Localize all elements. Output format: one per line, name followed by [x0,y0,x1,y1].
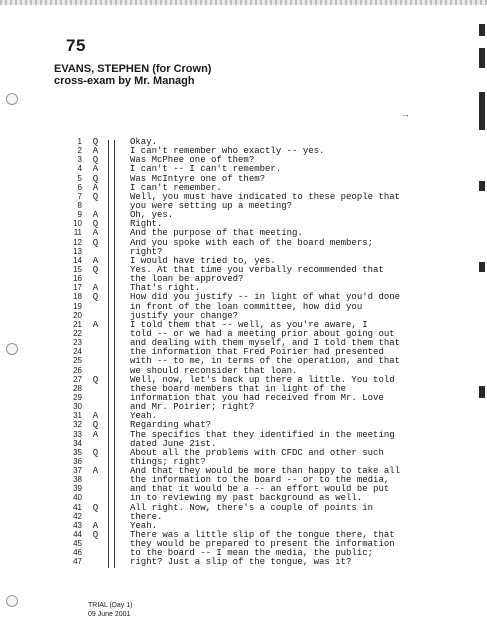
transcript-line [64,256,439,265]
speaker-marker: A [92,283,99,294]
transcript-line [64,375,439,384]
trial-day-label: TRIAL (Day 1) [88,602,133,609]
line-text: About all the problems with CFDC and other such [130,447,384,458]
line-number: 41 [73,502,82,512]
line-number: 47 [73,557,82,567]
line-number: 5 [77,173,82,183]
transcript-line [64,265,439,274]
line-text: the loan be approved? [130,274,244,285]
line-number: 42 [73,511,82,521]
line-number: 45 [73,539,82,549]
line-text: Well, you must have indicated to these people that [130,191,401,202]
line-number: 40 [73,493,82,503]
speaker-marker: Q [92,219,99,230]
line-text: I told them that -- well, as you're aware, I [130,319,368,330]
line-text: you were setting up a meeting? [130,200,293,211]
line-text: I would have tried to, yes. [130,255,276,266]
transcript-line [64,338,439,347]
speaker-marker: Q [92,420,99,431]
speaker-marker: A [92,182,99,193]
transcript-line [64,366,439,375]
punch-hole-top [6,93,18,105]
line-text: the information to the board -- or to the media, [130,475,390,486]
speaker-marker: A [92,466,99,477]
speaker-marker: A [92,411,99,422]
line-number: 34 [73,438,82,448]
speaker-marker: Q [92,191,99,202]
speaker-marker: Q [92,173,99,184]
transcript-line [64,210,439,219]
line-number: 25 [73,356,82,366]
transcript-line [64,201,439,210]
line-text: And the purpose of that meeting. [130,228,303,239]
line-number: 17 [73,283,82,293]
line-text: we should reconsider that loan. [130,365,298,376]
line-number: 14 [73,255,82,265]
transcript-line [64,137,439,146]
line-number: 31 [73,411,82,421]
line-text: Oh, yes. [130,210,174,221]
line-text: I can't remember who exactly -- yes. [130,146,325,157]
line-number: 10 [73,219,82,229]
speaker-marker: A [92,520,99,531]
transcript-line [64,420,439,429]
transcript-body [64,137,439,568]
transcript-line [64,283,439,292]
line-number: 23 [73,338,82,348]
transcript-line [64,448,439,457]
line-number: 46 [73,548,82,558]
punch-hole-bottom [6,595,18,607]
speaker-marker: A [92,429,99,440]
transcript-line [64,311,439,320]
speaker-marker: A [92,255,99,266]
edge-tab-mark [479,386,485,398]
edge-tab-mark [479,262,485,272]
line-number: 15 [73,264,82,274]
transcript-line [64,557,439,566]
transcript-line [64,393,439,402]
witness-heading: EVANS, STEPHEN (for Crown) [54,63,212,75]
line-number: 33 [73,429,82,439]
line-text: in to reviewing my past background as well. [130,493,363,504]
page-number: 75 [66,36,86,55]
line-number: 6 [77,182,82,192]
line-number: 13 [73,246,82,256]
line-number: 11 [73,228,82,238]
line-text: with -- to me, in terms of the operation, and that [130,356,401,367]
examination-subheading: cross-exam by Mr. Managh [54,75,195,87]
line-number: 7 [77,191,82,201]
line-text: Well, now, let's back up there a little. You told [130,374,395,385]
line-text: there. [130,511,163,522]
line-number: 16 [73,274,82,284]
line-text: Okay. [130,137,158,147]
line-text: the information that Fred Poirier had presented [130,347,384,358]
transcript-line [64,484,439,493]
line-text: Right. [130,219,163,230]
edge-tab-mark [479,181,485,191]
line-text: There was a little slip of the tongue there, that [130,530,395,541]
line-text: Was McPhee one of them? [130,155,255,166]
line-text: these board members that in light of the [130,383,347,394]
line-text: All right. Now, there's a couple of points in [130,502,374,513]
line-text: And you spoke with each of the board members; [130,237,374,248]
speaker-marker: Q [92,374,99,385]
line-text: dated June 21st. [130,438,217,449]
line-number: 36 [73,456,82,466]
line-text: to the board -- I mean the media, the public; [130,548,374,559]
transcript-line [64,228,439,237]
transcript-line [64,356,439,365]
margin-annotation: → [401,109,410,119]
line-number: 24 [73,347,82,357]
transcript-line [64,430,439,439]
speaker-marker: Q [92,502,99,513]
speaker-marker: A [92,319,99,330]
transcript-line [64,219,439,228]
transcript-line [64,411,439,420]
transcript-line [64,247,439,256]
transcript-line [64,183,439,192]
line-number: 28 [73,383,82,393]
transcript-line [64,238,439,247]
line-text: The specifics that they identified in the meeting [130,429,395,440]
transcript-line [64,466,439,475]
speaker-marker: Q [92,530,99,541]
line-number: 44 [73,530,82,540]
speaker-marker: A [92,210,99,221]
line-number: 3 [77,155,82,165]
speaker-marker: A [92,164,99,175]
transcript-line [64,503,439,512]
line-number: 29 [73,392,82,402]
line-text: Yeah. [130,520,158,531]
line-text: in front of the loan committee, how did you [130,301,363,312]
transcript-line [64,512,439,521]
scan-top-edge [0,0,487,5]
line-text: Yes. At that time you verbally recommended that [130,264,384,275]
line-number: 21 [73,319,82,329]
speaker-marker: A [92,146,99,157]
speaker-marker: Q [92,292,99,303]
line-number: 26 [73,365,82,375]
transcript-line [64,402,439,411]
line-number: 22 [73,328,82,338]
line-text: and Mr. Poirier; right? [130,402,255,413]
line-number: 32 [73,420,82,430]
transcript-line [64,329,439,338]
line-number: 8 [77,200,82,210]
line-number: 37 [73,466,82,476]
line-text: and dealing with them myself, and I told them that [130,338,401,349]
transcript-line [64,475,439,484]
line-text: How did you justify -- in light of what you'd done [130,292,401,303]
line-number: 35 [73,447,82,457]
line-number: 19 [73,301,82,311]
line-text: That's right. [130,283,201,294]
transcript-line [64,347,439,356]
edge-tab-mark [479,48,485,68]
line-number: 12 [73,237,82,247]
transcript-line [64,292,439,301]
speaker-marker: Q [92,155,99,166]
speaker-marker: Q [92,237,99,248]
transcript-line [64,146,439,155]
line-text: Was McIntyre one of them? [130,173,266,184]
line-text: information that you had received from Mr. Love [130,392,384,403]
speaker-marker: Q [92,447,99,458]
trial-date: 09 June 2001 [88,611,131,618]
transcript-line [64,493,439,502]
edge-tab-mark [479,92,485,130]
transcript-line [64,302,439,311]
line-text: Regarding what? [130,420,212,431]
speaker-marker: Q [92,137,99,147]
transcript-line [64,155,439,164]
line-number: 43 [73,520,82,530]
speaker-marker: Q [92,264,99,275]
line-number: 9 [77,210,82,220]
transcript-line [64,192,439,201]
line-text: Yeah. [130,411,158,422]
line-text: right? Just a slip of the tongue, was it? [130,557,352,568]
line-number: 20 [73,310,82,320]
edge-tab-mark [479,24,485,36]
line-number: 39 [73,484,82,494]
line-number: 18 [73,292,82,302]
transcript-line [64,439,439,448]
line-number: 1 [77,137,82,146]
line-number: 30 [73,402,82,412]
transcript-line [64,274,439,283]
speaker-marker: A [92,228,99,239]
transcript-line [64,384,439,393]
line-number: 2 [77,146,82,156]
transcript-line [64,548,439,557]
line-text: and that it would be a -- an effort would be put [130,484,390,495]
line-text: things; right? [130,456,206,467]
line-text: they would be prepared to present the information [130,539,395,550]
line-text: I can't remember. [130,182,222,193]
transcript-line [64,539,439,548]
transcript-line [64,521,439,530]
line-text: I can't -- I can't remember. [130,164,282,175]
line-text: told -- or we had a meeting prior about going out [130,328,395,339]
transcript-line [64,320,439,329]
line-text: justify your change? [130,310,239,321]
transcript-line [64,457,439,466]
punch-hole-middle [6,343,18,355]
transcript-line [64,174,439,183]
line-number: 27 [73,374,82,384]
transcript-line [64,164,439,173]
transcript-line [64,530,439,539]
line-number: 4 [77,164,82,174]
line-text: right? [130,246,163,257]
line-text: And that they would be more than happy to take all [130,466,401,477]
line-number: 38 [73,475,82,485]
